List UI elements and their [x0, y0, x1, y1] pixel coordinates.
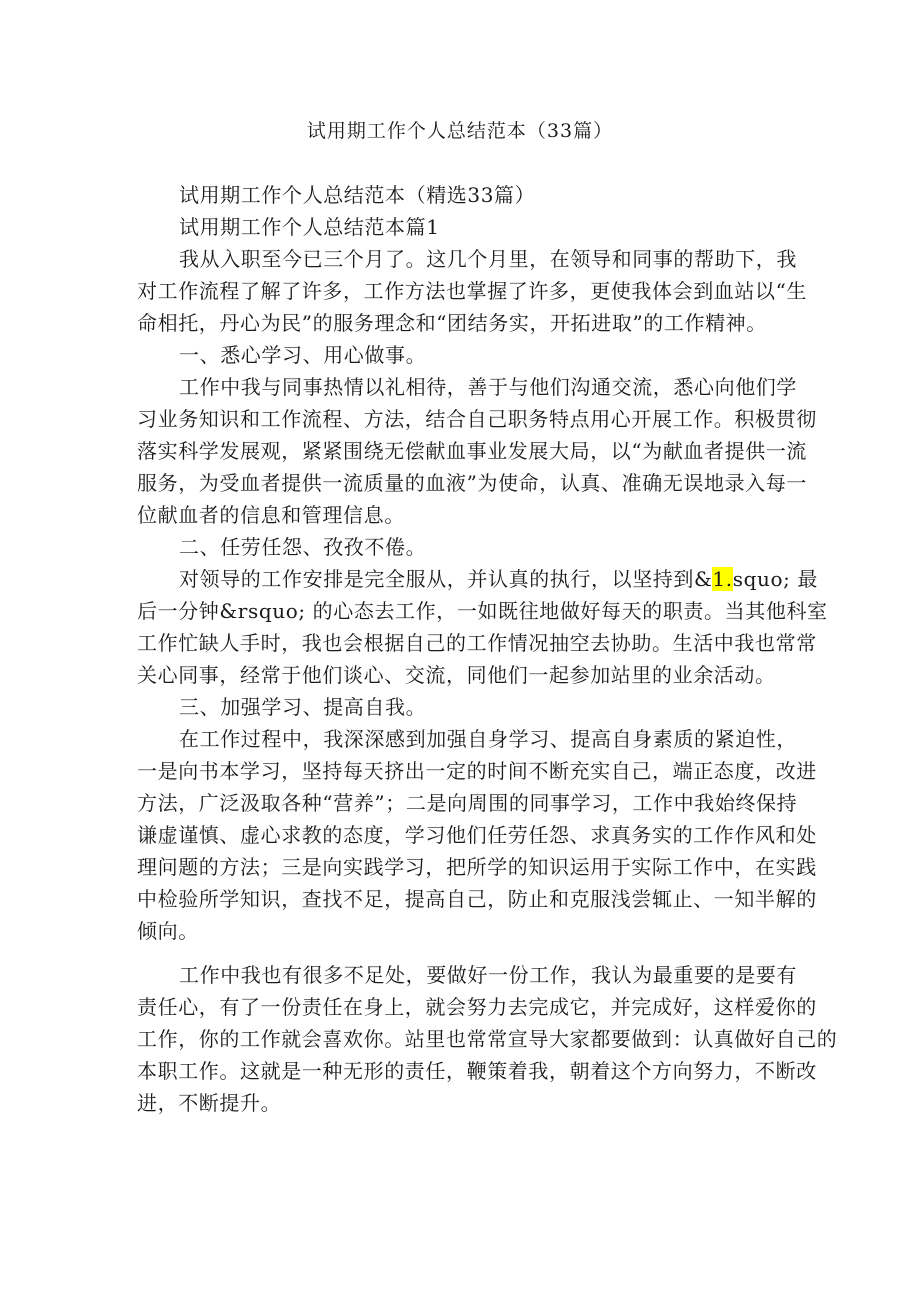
paragraph-line: 中检验所学知识，查找不足，提高自己，防止和克服浅尝辄止、一知半解的 — [137, 887, 817, 911]
section-heading: 二、任劳任怨、孜孜不倦。 — [179, 535, 427, 559]
paragraph-line: 工作中我与同事热情以礼相待，善于与他们沟通交流，悉心向他们学 — [179, 375, 797, 399]
paragraph-line: 位献血者的信息和管理信息。 — [137, 503, 405, 527]
paragraph-line: 工作，你的工作就会喜欢你。站里也常常宣导大家都要做到：认真做好自己的 — [137, 1027, 838, 1051]
subtitle: 试用期工作个人总结范本（精选33篇） — [179, 183, 536, 207]
paragraph-line: 习业务知识和工作流程、方法，结合自己职务特点用心开展工作。积极贯彻 — [137, 407, 817, 431]
paragraph-line: 落实科学发展观，紧紧围绕无偿献血事业发展大局，以“为献血者提供一流 — [137, 439, 808, 463]
paragraph-line: 在工作过程中，我深深感到加强自身学习、提高自身素质的紧迫性， — [179, 727, 797, 751]
paragraph-line: 进，不断提升。 — [137, 1091, 282, 1115]
text-run: 对领导的工作安排是完全服从，并认真的执行，以坚持到& — [179, 567, 713, 591]
paragraph-line: 方法，广泛汲取各种“营养”；二是向周围的同事学习，工作中我始终保持 — [137, 791, 798, 815]
text-run: squo; 最 — [732, 567, 818, 591]
paragraph-line: 命相托，丹心为民”的服务理念和“团结务实，开拓进取”的工作精神。 — [137, 311, 767, 335]
section-heading: 三、加强学习、提高自我。 — [179, 695, 427, 719]
paragraph-line: 关心同事，经常于他们谈心、交流，同他们一起参加站里的业余活动。 — [137, 663, 776, 687]
paragraph-line: 谦虚谨慎、虚心求教的态度，学习他们任劳任怨、求真务实的工作作风和处 — [137, 823, 817, 847]
paragraph-line: 倾向。 — [137, 919, 199, 943]
paragraph-spacer — [137, 947, 789, 959]
paragraph-line: 责任心，有了一份责任在身上，就会努力去完成它，并完成好，这样爱你的 — [137, 995, 817, 1019]
paragraph-line: 理问题的方法；三是向实践学习，把所学的知识运用于实际工作中，在实践 — [137, 855, 817, 879]
article-heading: 试用期工作个人总结范本篇1 — [179, 215, 440, 239]
paragraph-line: 我从入职至今已三个月了。这几个月里，在领导和同事的帮助下，我 — [179, 247, 797, 271]
paragraph-line — [137, 563, 818, 595]
document-body — [137, 179, 838, 1119]
section-heading: 一、悉心学习、用心做事。 — [179, 343, 427, 367]
highlighted-text: 1. — [712, 567, 733, 591]
paragraph-line: 本职工作。这就是一种无形的责任，鞭策着我，朝着这个方向努力，不断改 — [137, 1059, 817, 1083]
document-title: 试用期工作个人总结范本（33篇） — [306, 120, 614, 142]
paragraph-line: 工作忙缺人手时，我也会根据自己的工作情况抽空去协助。生活中我也常常 — [137, 631, 817, 655]
paragraph-line: 后一分钟&rsquo; 的心态去工作，一如既往地做好每天的职责。当其他科室 — [137, 599, 828, 623]
paragraph-line: 一是向书本学习，坚持每天挤出一定的时间不断充实自己，端正态度，改进 — [137, 759, 817, 783]
paragraph-line: 服务，为受血者提供一流质量的血液”为使命，认真、准确无误地录入每一 — [137, 471, 808, 495]
paragraph-line: 工作中我也有很多不足处，要做好一份工作，我认为最重要的是要有 — [179, 963, 797, 987]
paragraph-line: 对工作流程了解了许多，工作方法也掌握了许多，更使我体会到血站以“生 — [137, 279, 808, 303]
